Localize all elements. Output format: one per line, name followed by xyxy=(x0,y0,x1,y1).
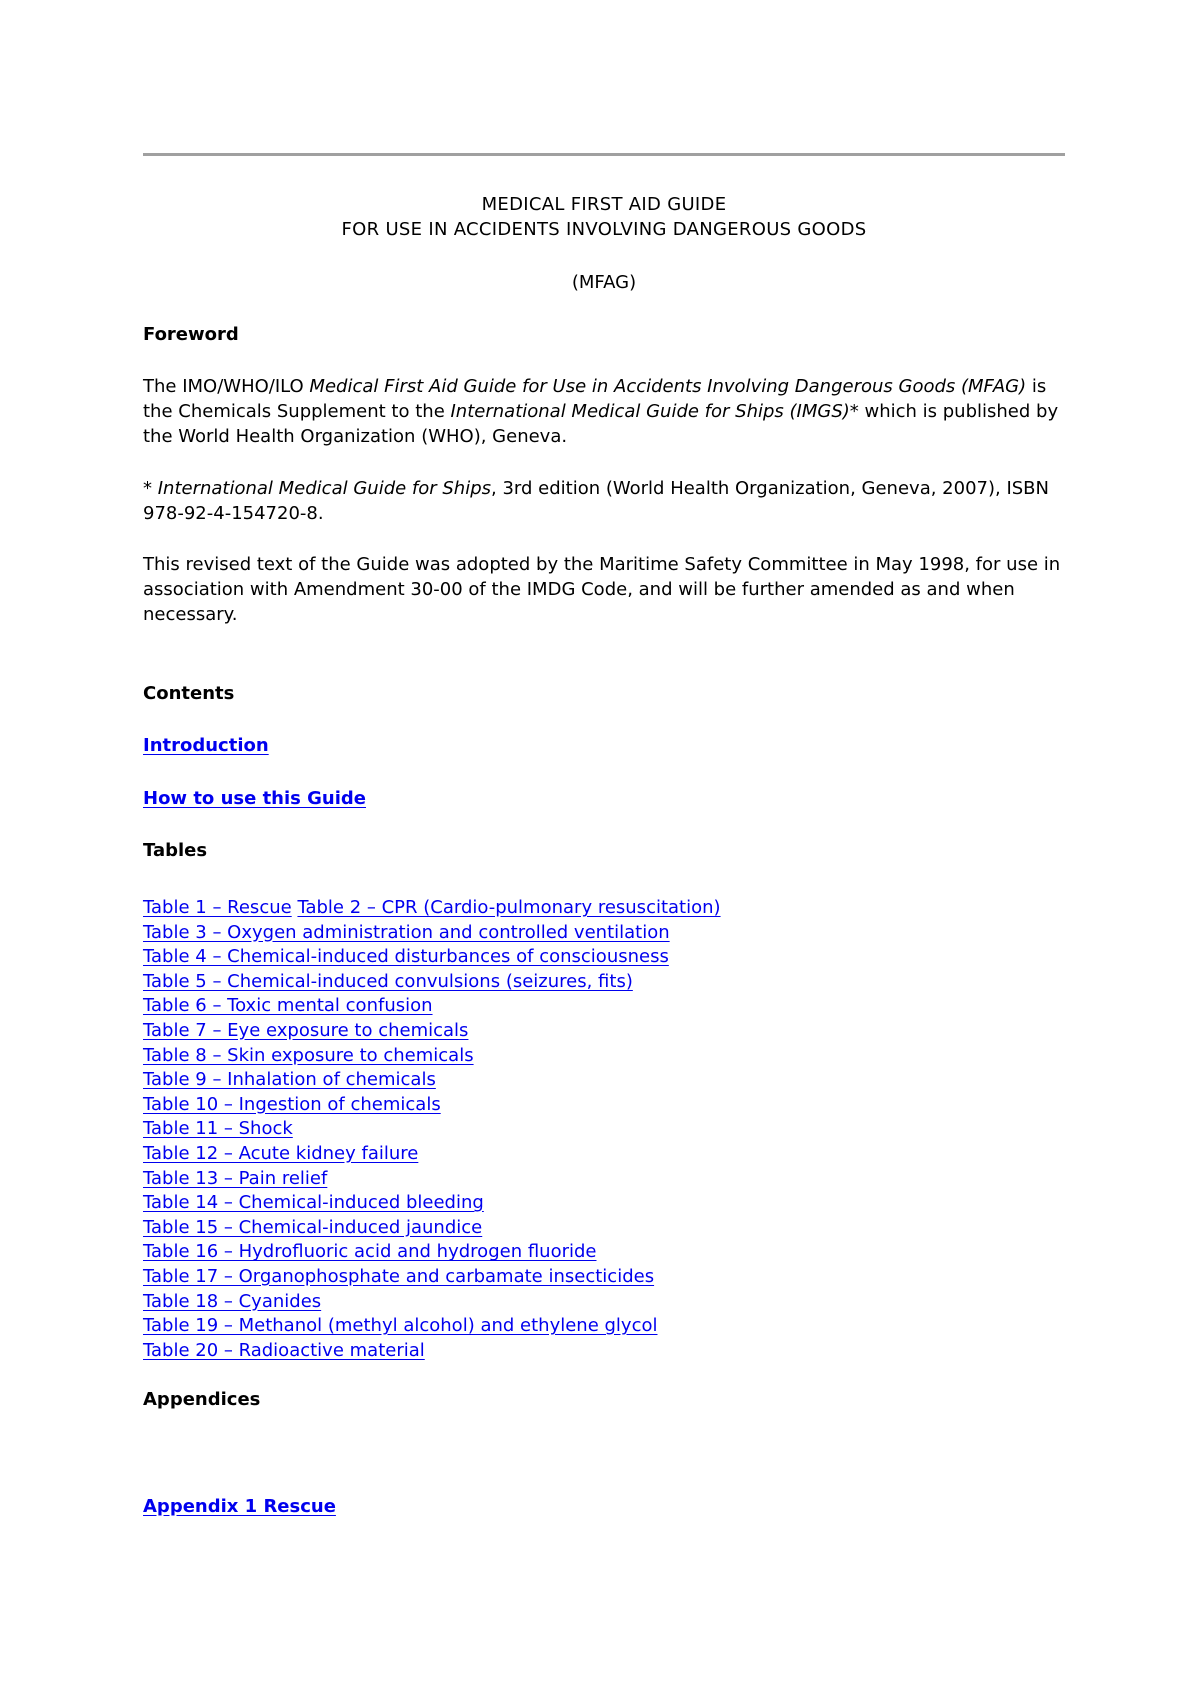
table-list-row xyxy=(143,1142,1065,1167)
document-title xyxy=(143,192,1065,242)
table-list-row xyxy=(143,1191,1065,1216)
p1-text-b: Medical First Aid Guide for Use in Accidents Involving Dangerous Goods (MFAG) xyxy=(309,376,1027,397)
foreword-paragraph-2: This revised text of the Guide was adopted by the Maritime Safety Committee in May 1998, for use in association with Amendment 30-00 of the IMDG Code, and will be further amended as and when necessary. xyxy=(143,554,1061,625)
table-list-row xyxy=(143,1314,1065,1339)
table-list-row xyxy=(143,1019,1065,1044)
table-17-link[interactable]: Table 17 – Organophosphate and carbamate insecticides xyxy=(143,1265,655,1287)
toc-appendix-1 xyxy=(143,1494,336,1519)
footnote-text-c: , 3rd edition (World Health Organization, Geneva, 2007), ISBN 978-92-4-154720-8. xyxy=(143,478,1049,524)
table-20-link[interactable]: Table 20 – Radioactive material xyxy=(143,1339,425,1361)
table-11-link[interactable]: Table 11 – Shock xyxy=(143,1118,293,1140)
table-list-row xyxy=(143,970,1065,995)
table-list-row xyxy=(143,921,1065,946)
table-5-link[interactable]: Table 5 – Chemical-induced convulsions (seizures, fits) xyxy=(143,970,633,992)
appendix-1-link[interactable]: Appendix 1 Rescue xyxy=(143,1496,336,1517)
table-list-row xyxy=(143,1240,1065,1265)
table-list-row xyxy=(143,994,1065,1019)
table-15-link[interactable]: Table 15 – Chemical-induced jaundice xyxy=(143,1216,483,1238)
table-3-link[interactable]: Table 3 – Oxygen administration and controlled ventilation xyxy=(143,921,670,943)
how-to-use-link[interactable]: How to use this Guide xyxy=(143,788,366,809)
tables-heading: Tables xyxy=(143,840,208,861)
p1-text-d: International Medical Guide for Ships (IMGS)* xyxy=(450,401,859,422)
table-1-link[interactable]: Table 1 – Rescue xyxy=(143,897,292,918)
introduction-link[interactable]: Introduction xyxy=(143,735,269,756)
footnote-text-a: * xyxy=(143,478,158,499)
table-16-link[interactable]: Table 16 – Hydrofluoric acid and hydrogen fluoride xyxy=(143,1241,597,1263)
foreword-heading: Foreword xyxy=(143,324,239,345)
table-2-link[interactable]: Table 2 – CPR (Cardio-pulmonary resuscitation) xyxy=(297,897,721,918)
table-13-link[interactable]: Table 13 – Pain relief xyxy=(143,1167,328,1189)
table-list-row xyxy=(143,1290,1065,1315)
contents-heading: Contents xyxy=(143,683,235,704)
toc-how-to-use xyxy=(143,786,366,811)
title-abbreviation: (MFAG) xyxy=(571,272,637,293)
table-list-row xyxy=(143,896,1065,921)
title-line-1: MEDICAL FIRST AID GUIDE xyxy=(481,194,727,215)
table-list-row xyxy=(143,1339,1065,1364)
p1-text-e: which is published by the World Health Organization (WHO), Geneva. xyxy=(143,401,1059,447)
table-list-row xyxy=(143,1167,1065,1192)
toc-introduction xyxy=(143,733,269,758)
p1-text-a: The IMO/WHO/ILO xyxy=(143,376,310,397)
table-7-link[interactable]: Table 7 – Eye exposure to chemicals xyxy=(143,1019,469,1041)
horizontal-rule xyxy=(143,153,1065,156)
table-9-link[interactable]: Table 9 – Inhalation of chemicals xyxy=(143,1069,436,1091)
table-list-row xyxy=(143,945,1065,970)
table-14-link[interactable]: Table 14 – Chemical-induced bleeding xyxy=(143,1192,484,1214)
table-list-row xyxy=(143,1068,1065,1093)
table-list-row xyxy=(143,1265,1065,1290)
appendices-heading: Appendices xyxy=(143,1389,261,1410)
table-18-link[interactable]: Table 18 – Cyanides xyxy=(143,1290,322,1312)
footnote-text-b: International Medical Guide for Ships xyxy=(157,478,492,499)
table-10-link[interactable]: Table 10 – Ingestion of chemicals xyxy=(143,1093,441,1115)
footnote xyxy=(143,476,1065,526)
table-list-row xyxy=(143,1216,1065,1241)
table-list-row xyxy=(143,1044,1065,1069)
table-4-link[interactable]: Table 4 – Chemical-induced disturbances of consciousness xyxy=(143,946,669,968)
table-19-link[interactable]: Table 19 – Methanol (methyl alcohol) and ethylene glycol xyxy=(143,1315,658,1337)
foreword-paragraph-1 xyxy=(143,374,1065,449)
tables-list xyxy=(143,896,1065,1363)
table-8-link[interactable]: Table 8 – Skin exposure to chemicals xyxy=(143,1044,474,1066)
table-list-row xyxy=(143,1117,1065,1142)
table-list-row xyxy=(143,1093,1065,1118)
title-line-2: FOR USE IN ACCIDENTS INVOLVING DANGEROUS GOODS xyxy=(341,219,867,240)
table-12-link[interactable]: Table 12 – Acute kidney failure xyxy=(143,1142,419,1164)
p1-text-c: is the Chemicals Supplement to the xyxy=(143,376,1047,422)
table-6-link[interactable]: Table 6 – Toxic mental confusion xyxy=(143,995,433,1017)
